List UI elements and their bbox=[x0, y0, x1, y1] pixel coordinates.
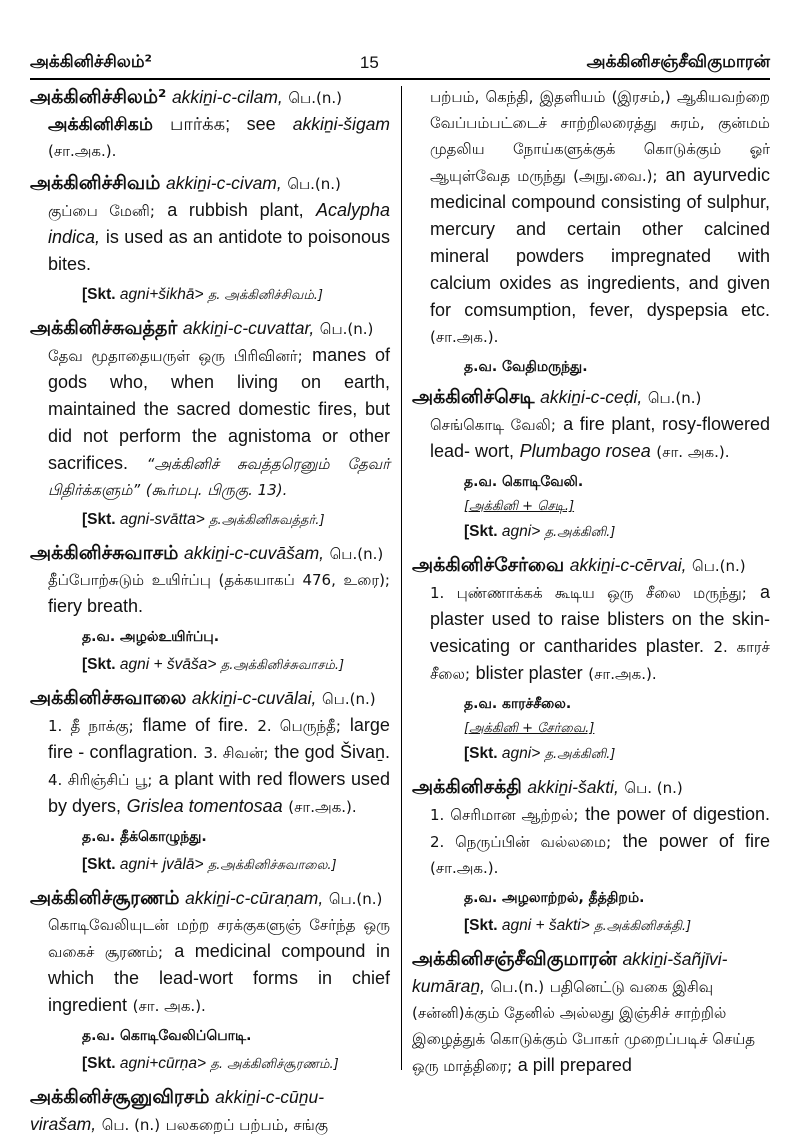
definition: a fire plant, rosy-flowered lead- wort, bbox=[430, 414, 770, 461]
etymology bbox=[412, 521, 770, 544]
definition: the power of fire bbox=[622, 831, 770, 851]
etymology-source: agni + švāša> bbox=[119, 656, 217, 673]
entry-body bbox=[30, 567, 390, 620]
tamil-definition: பதினெட்டு வகை இசிவு (சன்னி)க்கும் தேனில் அல்லது இஞ்சிச் சாற்றில் இழைத்துக் கொடுக்கும் போகர் முறைப்படிச் செய்த ஒரு மாத்திரை; bbox=[412, 978, 756, 1075]
word-formation: [அக்கினி + செடி.] bbox=[464, 499, 575, 514]
tamil-definition: 1. செரிமான ஆற்றல்; bbox=[430, 806, 579, 824]
etymology-target: த.அக்கினி.] bbox=[544, 525, 616, 540]
page-header bbox=[30, 48, 770, 80]
tamil-definition: 2. நெருப்பின் வல்லமை; bbox=[430, 833, 612, 851]
headword: அக்கினிச்செடி bbox=[412, 386, 535, 408]
part-of-speech: பெ.(n.) bbox=[288, 89, 342, 107]
botanical-name: Grislea tomentosaa bbox=[126, 796, 283, 816]
transliteration: akkiṉi-c-cuvālai, bbox=[191, 688, 317, 708]
definition: blister plaster bbox=[475, 663, 583, 683]
headword: அக்கினிச்சிலம்² bbox=[30, 86, 167, 108]
etymology-source: agni + šakti> bbox=[501, 917, 590, 934]
cross-reference-latin: akkiṉi-šigam bbox=[292, 114, 390, 134]
dictionary-entry bbox=[30, 685, 390, 820]
headword: அக்கினிச்சுவாசம் bbox=[30, 542, 179, 564]
part-of-speech: பெ. (n.) bbox=[624, 779, 683, 797]
definition: flame of fire. bbox=[142, 715, 249, 735]
etymology bbox=[412, 743, 770, 766]
transliteration: akkiṉi-c-cuvattar, bbox=[182, 318, 315, 338]
definition: is used as an antidote to poisonous bites. bbox=[48, 227, 390, 274]
etymology bbox=[30, 509, 390, 532]
definition: a pill prepared bbox=[517, 1055, 632, 1075]
definition: a plant with red flowers used by dyers, bbox=[48, 769, 391, 816]
transliteration: akkiṉi-c-cūṉu-virašam, bbox=[30, 1087, 325, 1134]
etymology-source: agni+šikhā> bbox=[119, 286, 204, 303]
etymology-target: த.அக்கினிசக்தி.] bbox=[594, 919, 692, 934]
dictionary-entry bbox=[412, 552, 770, 687]
part-of-speech: பெ. (n.) bbox=[101, 1116, 161, 1134]
part-of-speech: பெ.(n.) bbox=[692, 557, 746, 575]
entry-body bbox=[30, 342, 390, 503]
etymology-label: [Skt. bbox=[82, 656, 116, 673]
tamil-definition: 4. சிரிஞ்சிப் பூ; bbox=[48, 771, 153, 789]
part-of-speech: பெ.(n.) bbox=[490, 978, 545, 996]
tamil-definition: தீப்போற்சுடும் உயிர்ப்பு (தக்கயாகப் 476, உரை); bbox=[48, 571, 390, 589]
tamil-definition: பற்பம், கெந்தி, இதளியம் (இரசம்,) ஆகியவற்றை வேப்பம்பட்டைச் சாற்றிலரைத்து சுரம், குன்மம் முதலிய நோய்களுக்குக் கொடுக்கும் ஓர் ஆயுள்வேத மருந்து (அநு.வை.); bbox=[430, 88, 770, 185]
etymology-source: agni> bbox=[501, 745, 541, 762]
header-right-guideword: அக்கினிசஞ்சீவிகுமாரன் bbox=[586, 52, 770, 72]
header-left-guideword: அக்கினிச்சிலம்² bbox=[30, 52, 152, 72]
etymology-source: agni> bbox=[501, 523, 541, 540]
etymology bbox=[30, 654, 390, 677]
part-of-speech: பெ.(n.) bbox=[328, 890, 383, 908]
tamil-equivalent: த.வ. அழல்உயிர்ப்பு. bbox=[82, 629, 220, 645]
tamil-definition: 1. புண்ணாக்கக் கூடிய ஒரு சீலை மருந்து; bbox=[430, 584, 747, 602]
headword: அக்கினிச்சுவாலை bbox=[30, 687, 187, 709]
etymology-source: agni+ jvālā> bbox=[119, 856, 204, 873]
source: (சா.அக.). bbox=[430, 328, 499, 346]
right-column bbox=[412, 84, 770, 1075]
headword: அக்கினிச்சுவத்தர் bbox=[30, 317, 178, 339]
part-of-speech: பெ.(n.) bbox=[287, 175, 341, 193]
etymology bbox=[30, 1053, 390, 1076]
headword: அக்கினிச்சிவம் bbox=[30, 172, 161, 194]
entry-body bbox=[412, 579, 770, 687]
tamil-equivalent: த.வ. தீக்கொழுந்து. bbox=[82, 829, 207, 845]
etymology-target: த. அக்கினிச்சிவம்.] bbox=[207, 288, 323, 303]
entry-body bbox=[412, 84, 770, 350]
dictionary-entry bbox=[30, 170, 390, 278]
etymology-target: த.அக்கினி.] bbox=[544, 747, 616, 762]
etymology-target: த.அக்கினிசுவத்தர்.] bbox=[209, 513, 325, 528]
tamil-definition: செங்கொடி வேலி; bbox=[430, 416, 556, 434]
dictionary-entry bbox=[30, 315, 390, 503]
etymology-label: [Skt. bbox=[464, 917, 498, 934]
tamil-definition: பலகறைப் பற்பம், சங்கு bbox=[165, 1116, 329, 1134]
headword: அக்கினிச்சூரணம் bbox=[30, 887, 180, 909]
dictionary-entry bbox=[412, 384, 770, 465]
headword: அக்கினிச்சூனுவிரசம் bbox=[30, 1086, 210, 1108]
etymology-label: [Skt. bbox=[464, 523, 498, 540]
entry-body bbox=[412, 801, 770, 881]
definition: the power of digestion. bbox=[585, 804, 770, 824]
etymology-label: [Skt. bbox=[82, 856, 116, 873]
dictionary-entry bbox=[30, 84, 390, 164]
etymology-label: [Skt. bbox=[464, 745, 498, 762]
part-of-speech: பெ.(n.) bbox=[647, 389, 702, 407]
dictionary-entry bbox=[412, 774, 770, 881]
source: (சா. அக.). bbox=[656, 443, 730, 461]
etymology bbox=[30, 854, 390, 877]
definition: fiery breath. bbox=[48, 596, 144, 616]
part-of-speech: பெ.(n.) bbox=[329, 545, 384, 563]
definition: large fire - conflagration. bbox=[48, 715, 390, 762]
tamil-definition: 2. பெருந்தீ; bbox=[257, 717, 341, 735]
tamil-definition: கொடிவேலியுடன் மற்ற சரக்குகளுஞ் சேர்ந்த ஒரு வகைச் சூரணம்; bbox=[48, 916, 390, 961]
transliteration: akkiṉi-c-ceḍi, bbox=[540, 387, 643, 407]
source: (சா.அக.). bbox=[48, 142, 117, 160]
tamil-equivalent: த.வ. காரச்சீலை. bbox=[464, 696, 572, 712]
etymology bbox=[412, 915, 770, 938]
source: (சா. அக.). bbox=[132, 997, 206, 1015]
etymology-target: த.அக்கினிச்சுவாசம்.] bbox=[220, 658, 345, 673]
tamil-definition: 3. சிவன்; bbox=[203, 744, 269, 762]
tamil-definition: தேவ மூதாதையருள் ஒரு பிரிவினர்; bbox=[48, 347, 303, 365]
left-column bbox=[30, 84, 391, 1134]
headword: அக்கினிசஞ்சீவிகுமாரன் bbox=[412, 948, 617, 970]
source: (சா.அக.). bbox=[288, 798, 357, 816]
etymology-label: [Skt. bbox=[82, 286, 116, 303]
etymology-target: த.அக்கினிச்சுவாலை.] bbox=[207, 858, 337, 873]
definition: the god Šivaṉ. bbox=[274, 742, 390, 762]
entry-body bbox=[30, 197, 390, 278]
page-number: 15 bbox=[359, 53, 379, 72]
transliteration: akkiṉi-šañjīvi-kumāraṉ, bbox=[412, 949, 728, 996]
definition: பார்க்க; see bbox=[169, 114, 276, 134]
tamil-equivalent: த.வ. கொடிவேலிப்பொடி. bbox=[82, 1028, 252, 1044]
entry-body bbox=[30, 912, 390, 1019]
etymology-target: த. அக்கினிச்சூரணம்.] bbox=[210, 1057, 339, 1072]
etymology bbox=[30, 284, 390, 307]
headword: அக்கினிச்சேர்வை bbox=[412, 554, 565, 576]
etymology-source: agni+cūrṇa> bbox=[119, 1055, 207, 1072]
tamil-definition: 2. காரச் சீலை; bbox=[430, 638, 770, 683]
dictionary-entry bbox=[30, 540, 390, 620]
definition: a plaster used to raise blisters on the skin-vesicating or cantharides plaster. bbox=[430, 582, 770, 656]
tamil-definition: குப்பை மேனி; bbox=[48, 202, 155, 220]
source: (சா.அக.). bbox=[588, 665, 657, 683]
dictionary-entry bbox=[30, 1084, 390, 1138]
definition: a medicinal compound in which the lead-wort forms in chief ingredient bbox=[48, 941, 390, 1015]
tamil-equivalent: த.வ. வேதிமருந்து. bbox=[464, 359, 588, 375]
botanical-name: Acalypha indica, bbox=[48, 200, 390, 247]
definition: a rubbish plant, bbox=[167, 200, 304, 220]
transliteration: akkiṉi-c-cērvai, bbox=[569, 555, 687, 575]
quotation: “அக்கினிச் சுவத்தரெனும் தேவர் பிதிர்க்களும்” bbox=[48, 455, 390, 499]
dictionary-entry-continued bbox=[412, 84, 770, 350]
tamil-equivalent: த.வ. கொடிவேலி. bbox=[464, 474, 584, 490]
etymology-label: [Skt. bbox=[82, 1055, 116, 1072]
tamil-definition: 1. தீ நாக்கு; bbox=[48, 717, 134, 735]
part-of-speech: பெ.(n.) bbox=[319, 320, 374, 338]
entry-body bbox=[30, 111, 390, 164]
cross-reference: அக்கினிசிகம் bbox=[48, 115, 153, 135]
source: (சா.அக.). bbox=[430, 859, 499, 877]
transliteration: akkiṉi-c-cūraṇam, bbox=[185, 888, 324, 908]
part-of-speech: பெ.(n.) bbox=[321, 690, 376, 708]
headword: அக்கினிசக்தி bbox=[412, 776, 522, 798]
dictionary-entry bbox=[30, 885, 390, 1019]
tamil-equivalent: த.வ. அழலாற்றல், தீத்திறம். bbox=[464, 890, 645, 906]
transliteration: akkiṉi-c-cuvāšam, bbox=[183, 543, 325, 563]
entry-body bbox=[412, 411, 770, 465]
definition: manes of gods who, when living on earth, maintained the sacred domestic fires, but did not perform the agnistoma or other sacrifices. bbox=[48, 345, 390, 473]
transliteration: akkiṉi-c-cilam, bbox=[171, 87, 283, 107]
entry-body bbox=[30, 712, 390, 820]
transliteration: akkiṉi-c-civam, bbox=[166, 173, 282, 193]
transliteration: akkiṉi-šakti, bbox=[527, 777, 619, 797]
dictionary-entry bbox=[412, 946, 770, 1079]
etymology-label: [Skt. bbox=[82, 511, 116, 528]
definition: an ayurvedic medicinal compound consisting of sulphur, mercury and certain other calcined mineral powders impregnated with calcium oxides as ingredients, and given for comsumption, fever, dyspepsia etc. bbox=[430, 165, 770, 320]
citation: (கூர்மபு. பிருகு. 13). bbox=[145, 481, 288, 499]
etymology-source: agni-svātta> bbox=[119, 511, 205, 528]
botanical-name: Plumbago rosea bbox=[519, 441, 651, 461]
word-formation: [அக்கினி + சேர்வை.] bbox=[464, 721, 595, 736]
column-divider bbox=[401, 86, 402, 1070]
